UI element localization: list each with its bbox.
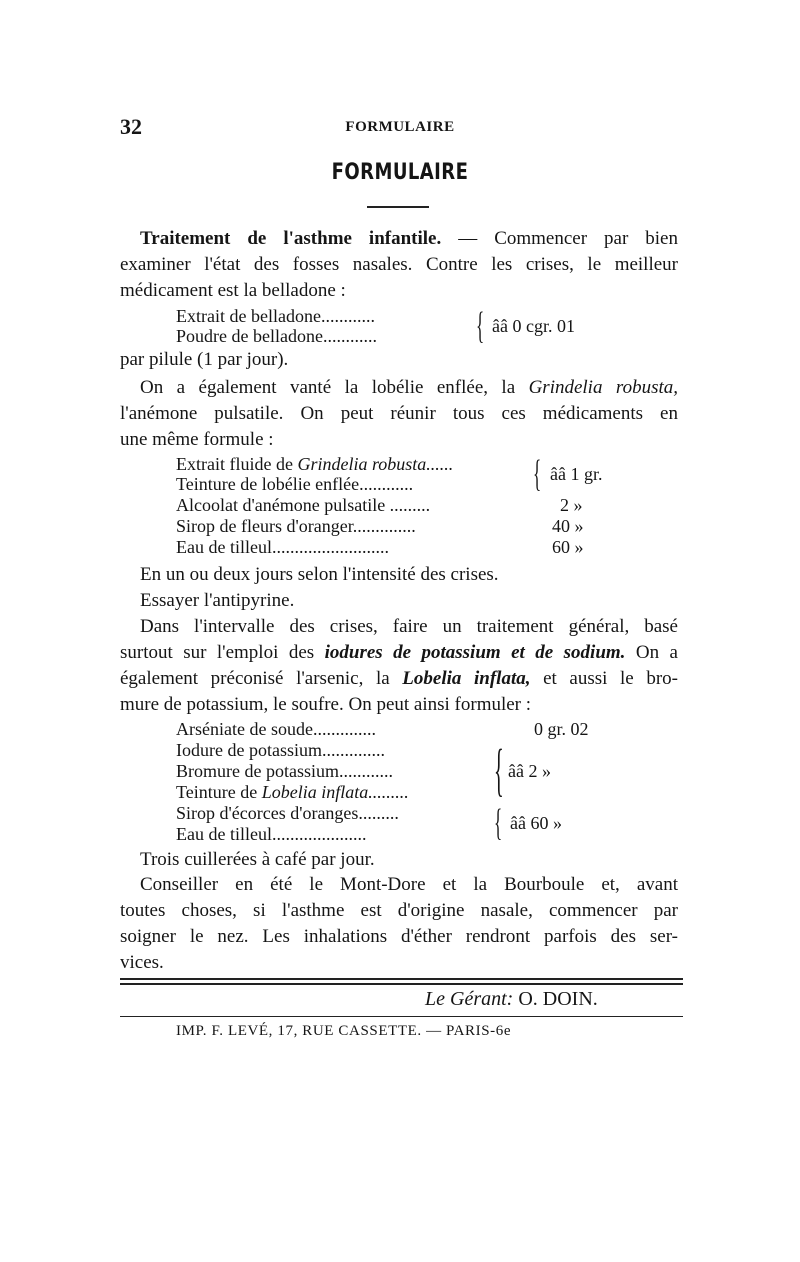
para4-line-4: vices.	[120, 952, 164, 973]
footer-double-rule	[120, 983, 683, 985]
formula2-ingredient: Alcoolat d'anémone pulsatile .........	[176, 495, 431, 515]
formula2-dose: 60 »	[552, 537, 584, 557]
formula2-dose: 2 »	[560, 495, 583, 515]
brace: {	[494, 737, 504, 802]
intro-line-1: Traitement de l'asthme infantile. — Commencer par bien	[140, 228, 678, 249]
para2-line-1: On a également vanté la lobélie enflée, la Grindelia robusta,	[140, 377, 679, 398]
para3-line-2: surtout sur l'emploi des iodures de potassium et de sodium. On a	[120, 642, 678, 663]
formula1-note: par pilule (1 par jour).	[120, 349, 289, 370]
para4-line-3: soigner le nez. Les inhalations d'éther rendront parfois des ser-	[120, 926, 678, 947]
gerant-signature: Le Gérant: O. DOIN.	[425, 988, 598, 1010]
formula1-dose: ââ 0 cgr. 01	[492, 316, 575, 336]
formula2-pair-dose: ââ 1 gr.	[550, 464, 603, 484]
formula2-ingredient: Teinture de lobélie enflée............	[176, 474, 414, 494]
printer-imprint: IMP. F. LEVÉ, 17, RUE CASSETTE. — PARIS-6e	[176, 1023, 512, 1039]
formula2-note: En un ou deux jours selon l'intensité des crises.	[140, 564, 499, 585]
formula3-ingredient: Bromure de potassium............	[176, 761, 393, 781]
brace: {	[494, 802, 503, 844]
formula3-ingredient: Sirop d'écorces d'oranges.........	[176, 803, 399, 823]
formula3-ingredient: Iodure de potassium..............	[176, 740, 385, 760]
formula3-group2-dose: ââ 60 »	[510, 813, 562, 833]
formula3-group1-dose: ââ 2 »	[508, 761, 551, 781]
formula3-ingredient: Arséniate de soude..............	[176, 719, 376, 739]
formula1-ingredient: Poudre de belladone............	[176, 326, 377, 346]
para4-line-1: Conseiller en été le Mont-Dore et la Bourboule et, avant	[140, 874, 678, 895]
intro-line-3: médicament est la belladone :	[120, 280, 346, 301]
section-heading: Traitement de l'asthme infantile.	[140, 228, 442, 249]
brace: {	[476, 305, 485, 347]
para3-line-1: Dans l'intervalle des crises, faire un traitement général, basé	[140, 616, 678, 637]
page-number: 32	[120, 114, 142, 139]
running-header	[120, 114, 680, 144]
formula3-ingredient: Eau de tilleul.....................	[176, 824, 367, 844]
para4-line-2: toutes choses, si l'asthme est d'origine nasale, commencer par	[120, 900, 678, 921]
formula3-note: Trois cuillerées à café par jour.	[140, 849, 375, 870]
title-rule	[367, 206, 429, 208]
section-title: FORMULAIRE	[331, 160, 469, 185]
para2-line-3: une même formule :	[120, 429, 274, 450]
intro-line-2: examiner l'état des fosses nasales. Contre les crises, le meilleur	[120, 254, 678, 275]
para3-line-3: également préconisé l'arsenic, la Lobelia inflata, et aussi le bro-	[120, 668, 679, 689]
formula2-ingredient: Extrait fluide de Grindelia robusta......	[176, 454, 454, 474]
para2-line-2: l'anémone pulsatile. On peut réunir tous ces médicaments en	[120, 403, 678, 424]
footer-double-rule	[120, 978, 683, 980]
formula2-dose: 40 »	[552, 516, 584, 536]
formula1-ingredient: Extrait de belladone............	[176, 306, 375, 326]
antipyrine-note: Essayer l'antipyrine.	[140, 590, 295, 611]
formula2-ingredient: Sirop de fleurs d'oranger..............	[176, 516, 416, 536]
brace: {	[533, 453, 542, 495]
formula2-ingredient: Eau de tilleul..........................	[176, 537, 389, 557]
running-title: FORMULAIRE	[345, 119, 455, 135]
para3-line-4: mure de potassium, le soufre. On peut ainsi formuler :	[120, 694, 532, 715]
footer-rule	[120, 1016, 683, 1017]
formula3-ingredient: Teinture de Lobelia inflata.........	[176, 782, 409, 802]
formula3-dose: 0 gr. 02	[534, 719, 589, 739]
